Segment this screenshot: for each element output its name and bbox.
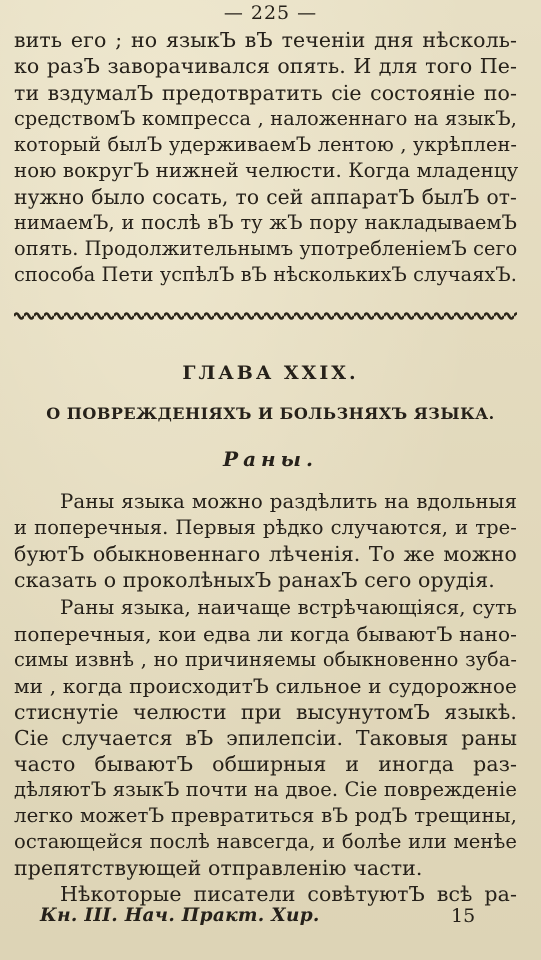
- text-line: способа Пети успѣлЪ вЪ нѣсколькихЪ случаяхЪ.: [14, 263, 518, 286]
- section-title: Раны.: [223, 447, 318, 471]
- text-line: поперечныя, кои едва ли когда бываютЪ нано-: [14, 622, 517, 646]
- ornamental-divider: [14, 309, 517, 323]
- text-line: препятствующей отправленію части.: [14, 856, 423, 880]
- text-line: ною вокругЪ нижней челюсти. Когда младенцу: [14, 159, 519, 182]
- text-line: средствомЪ компресса , наложеннаго на языкЪ,: [14, 107, 517, 130]
- text-line: ми , когда происходитЪ сильное и судорожное: [14, 674, 517, 698]
- text-line: нимаемЪ, и послѣ вЪ ту жЪ пору накладываемЪ: [14, 211, 517, 234]
- text-line: стиснутіе челюсти при высунутомЪ языкѣ.: [14, 700, 517, 724]
- text-line: который былЪ удерживаемЪ лентою , укрѣплен-: [14, 133, 517, 156]
- text-line: вить его ; но языкЪ вЪ теченіи дня нѣсколь-: [14, 28, 517, 52]
- text-line: Нѣкоторые писатели совѣтуютЪ всѣ ра-: [60, 882, 517, 906]
- text-line: Раны языка можно раздѣлить на вдольныя: [60, 490, 517, 513]
- text-line: легко можетЪ превратиться вЪ родЪ трещины,: [14, 804, 517, 827]
- text-line: буютЪ обыкновеннаго лѣченія. То же можно: [14, 542, 517, 566]
- text-line: Сіе случается вЪ эпилепсіи. Таковыя раны: [14, 726, 517, 750]
- chapter-title: ГЛАВА XXIX.: [182, 362, 359, 384]
- footer-sheet-number: 15: [451, 905, 476, 927]
- text-line: сказать о проколѣныхЪ ранахЪ сего орудія.: [14, 568, 495, 592]
- text-line: ти вздумалЪ предотвратить сіе состояніе по-: [14, 81, 517, 105]
- text-line: Раны языка, наичаще встрѣчающіяся, суть: [60, 596, 517, 619]
- chapter-subtitle: О ПОВРЕЖДЕНІЯХЪ И БОЛЬЗНЯХЪ ЯЗЫКА.: [46, 404, 495, 423]
- text-line: опять. Продолжительнымъ употребленіемЪ сего: [14, 237, 518, 260]
- text-line: часто бываютЪ обширныя и иногда раз-: [14, 752, 517, 776]
- text-line: симы извнѣ , но причиняемы обыкновенно зуба-: [14, 648, 517, 671]
- text-line: и поперечныя. Первыя рѣдко случаются, и тре-: [14, 516, 517, 539]
- page-number: — 225 —: [223, 2, 318, 24]
- text-line: нужно было сосать, то сей аппаратЪ былЪ от-: [14, 185, 517, 209]
- footer-signature: Кн. III. Нач. Практ. Хир.: [40, 905, 320, 926]
- text-line: ко разЪ заворачивался опять. И для того Пе-: [14, 54, 517, 78]
- text-line: остающейся послѣ навсегда, и болѣе или менѣе: [14, 830, 517, 853]
- text-line: дѣляютЪ языкЪ почти на двое. Сіе поврежденіе: [14, 778, 517, 801]
